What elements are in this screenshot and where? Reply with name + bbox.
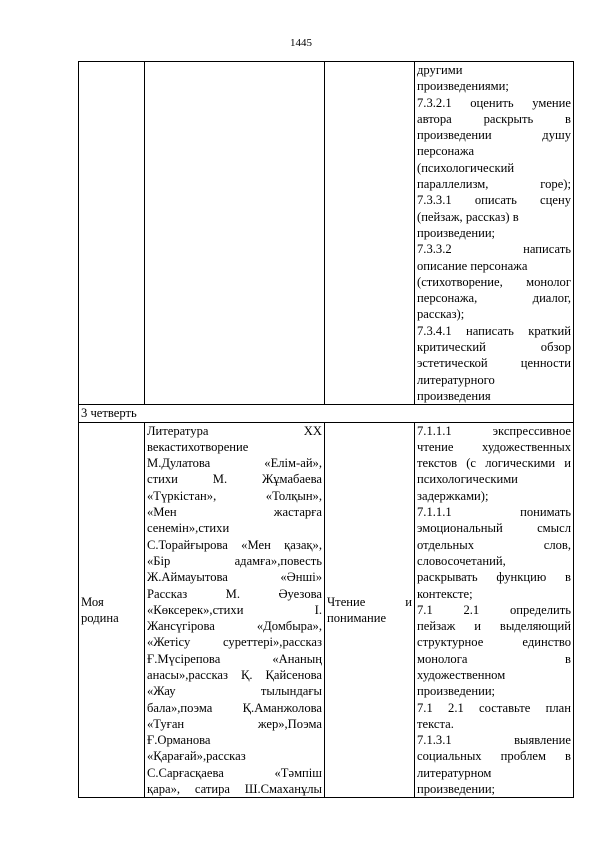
cell-line: 7.1.1.1 экспрессивное — [417, 423, 571, 438]
table-cell-content — [145, 62, 325, 405]
page-number: 1445 — [290, 37, 312, 49]
table-row — [79, 422, 574, 798]
cell-line: контексте; — [417, 586, 473, 601]
cell-line: «Бір адамға»,повесть — [147, 553, 322, 568]
cell-line: 7.1.1.1 понимать — [417, 505, 571, 520]
table-cell-content — [145, 422, 325, 798]
cell-line: произведения — [417, 388, 491, 403]
cell-line: текста. — [417, 716, 454, 731]
cell-line: монолога в — [417, 651, 571, 666]
cell-line: 7.3.3.2 написать — [417, 242, 571, 257]
cell-line: қара», сатира Ш.Смаханұлы — [147, 782, 322, 797]
cell-line: произведениями; — [417, 79, 509, 94]
cell-line: отдельных слов, — [417, 537, 571, 552]
curriculum-table — [78, 61, 574, 798]
cell-line: Рассказ М. Әуезова — [147, 586, 322, 601]
cell-line: Литература XX — [147, 423, 322, 438]
cell-line: 7.1.3.1 выявление — [417, 733, 571, 748]
cell-line: Ж.Аймауытова «Әнші» — [147, 570, 322, 585]
cell-line: 7.1 2.1 определить — [417, 602, 571, 617]
cell-line: параллелизм, горе); — [417, 177, 571, 192]
cell-line: эмоциональный смысл — [417, 521, 571, 536]
cell-line: персонажа — [417, 144, 475, 159]
cell-line: чтение художественных — [417, 439, 571, 454]
cell-line: раскрывать функцию в — [417, 570, 571, 585]
cell-line: социальных проблем в — [417, 749, 571, 764]
cell-line: «Түркістан», «Толқын», — [147, 488, 322, 503]
cell-line: описание персонажа — [417, 258, 528, 273]
cell-line: задержками); — [417, 488, 489, 503]
table-cell-skill — [325, 62, 415, 405]
cell-line: произведении; — [417, 782, 496, 797]
cell-line: «Жау тылындағы — [147, 684, 322, 699]
cell-line: Моя — [81, 594, 104, 609]
cell-line: «Туған жер»,Поэма — [147, 716, 322, 731]
table-cell-objectives — [415, 422, 574, 798]
cell-line: словосочетаний, — [417, 553, 506, 568]
cell-line: родина — [81, 610, 119, 625]
table-cell-theme — [79, 62, 145, 405]
cell-line: М.Дулатова «Елім-ай», — [147, 456, 322, 471]
cell-line: (стихотворение, монолог — [417, 274, 571, 289]
cell-line: художественном — [417, 667, 506, 682]
cell-line: векастихотворение — [147, 439, 249, 454]
cell-line: пейзаж и выделяющий — [417, 619, 571, 634]
cell-line: Чтение и — [327, 594, 412, 609]
table-cell-theme — [79, 422, 145, 798]
cell-line: произведении; — [417, 225, 496, 240]
cell-line: бала»,поэма Қ.Аманжолова — [147, 700, 322, 715]
cell-line: понимание — [327, 610, 387, 625]
cell-line: текстов (с логическими и — [417, 456, 571, 471]
cell-line: сенемін»,стихи — [147, 521, 230, 536]
cell-line: (пейзаж, рассказ) в — [417, 209, 519, 224]
table-row — [79, 62, 574, 405]
cell-line: стихи М. Жұмабаева — [147, 472, 322, 487]
cell-line: персонажа, диалог, — [417, 291, 571, 306]
table-cell-skill — [325, 422, 415, 798]
cell-line: «Мен жастарға — [147, 505, 322, 520]
cell-line: 7.3.4.1 написать краткий — [417, 323, 571, 338]
cell-line: литературном — [417, 765, 492, 780]
cell-line: «Көксерек»,стихи І. — [147, 602, 322, 617]
cell-line: эстетической ценности — [417, 356, 571, 371]
cell-line: критический обзор — [417, 340, 571, 355]
cell-line: С.Торайғырова «Мен қазақ», — [147, 537, 322, 552]
cell-line: 7.3.2.1 оценить умение — [417, 95, 571, 110]
cell-line: литературного — [417, 372, 495, 387]
cell-line: анасы»,рассказ Қ. Қайсенова — [147, 667, 322, 682]
table-cell-objectives — [415, 62, 574, 405]
cell-line: психологическими — [417, 472, 518, 487]
cell-line: другими — [417, 63, 463, 77]
table-row-quarter — [79, 405, 574, 422]
cell-line: структурное единство — [417, 635, 571, 650]
cell-line: С.Сарғасқаева «Тәмпіш — [147, 765, 322, 780]
cell-line: (психологический — [417, 160, 515, 175]
cell-line: 7.3.3.1 описать сцену — [417, 193, 571, 208]
cell-line: 7.1 2.1 составьте план — [417, 700, 571, 715]
cell-line: «Жетісу суреттері»,рассказ — [147, 635, 322, 650]
cell-line: рассказ); — [417, 307, 465, 322]
quarter-label: 3 четверть — [79, 405, 574, 422]
cell-line: автора раскрыть в — [417, 111, 571, 126]
cell-line: Жансүгірова «Домбыра», — [147, 619, 322, 634]
cell-line: «Қарағай»,рассказ — [147, 749, 246, 764]
cell-line: произведении душу — [417, 128, 571, 143]
cell-line: Ғ.Мүсірепова «Ананың — [147, 651, 322, 666]
cell-line: Ғ.Орманова — [147, 733, 211, 748]
cell-line: произведении; — [417, 684, 496, 699]
